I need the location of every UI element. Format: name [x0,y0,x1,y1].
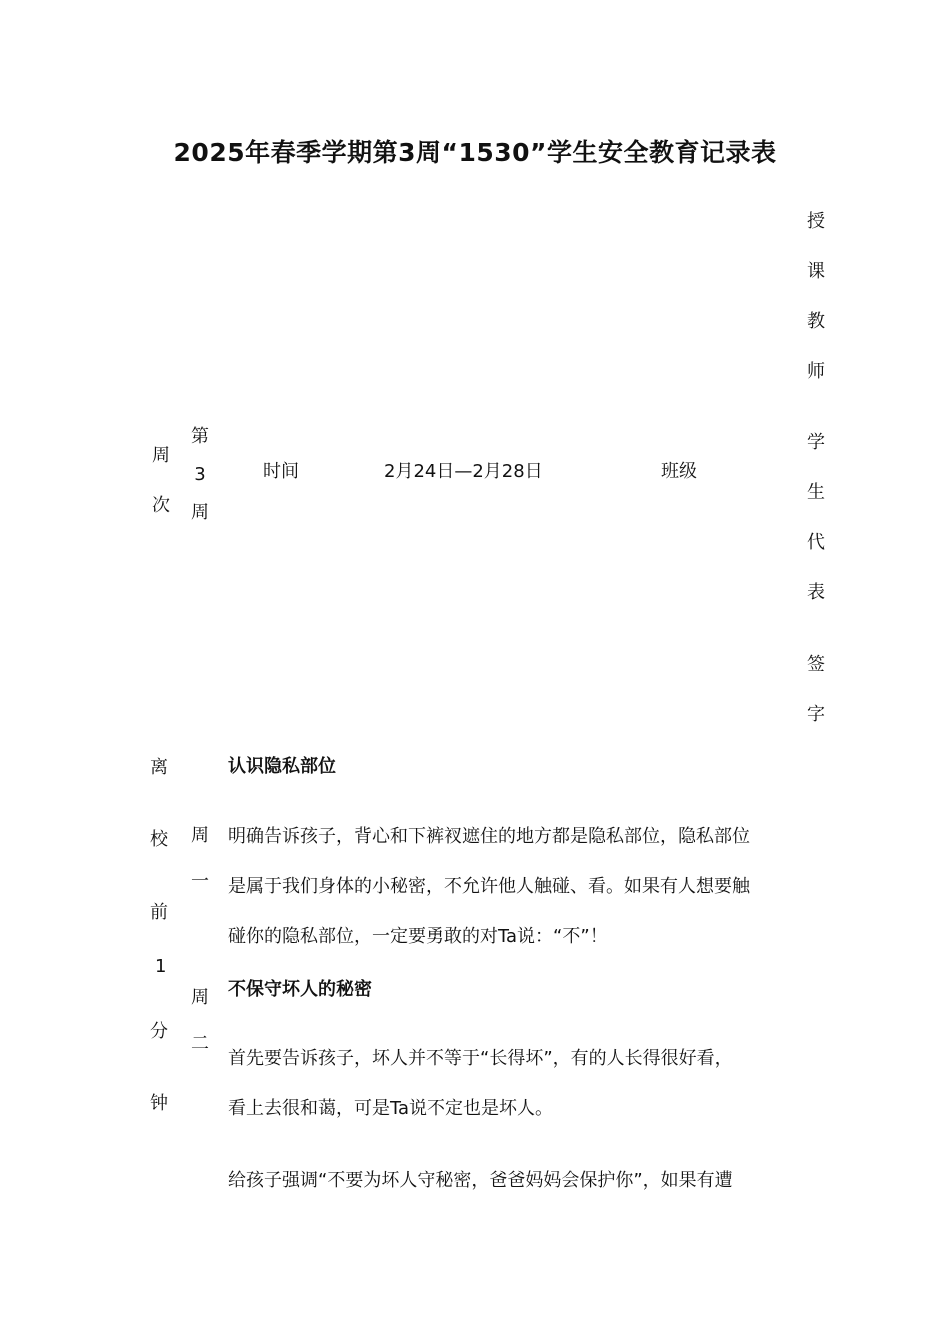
sign-label-char-2: 字 [807,704,825,725]
student-label-char-1: 学 [807,432,825,453]
week-value-char-3: 周 [191,502,209,523]
sign-label [804,640,828,740]
week-value-char-1: 第 [191,426,209,447]
week-value [188,418,212,532]
topic1-body-line-3: 碰你的隐私部位，一定要勇敢的对Ta说：“不”！ [228,926,608,947]
left-label-char-1: 离 [150,757,168,778]
teacher-label-char-1: 授 [807,211,825,232]
left-label-char-5: 分 [150,1021,168,1042]
class-label: 班级 [661,461,697,482]
student-label-char-3: 代 [807,532,825,553]
topic1-body-line-2: 是属于我们身体的小秘密，不允许他人触碰、看。如果有人想要触 [228,876,750,897]
week-label-char-1: 周 [152,445,170,466]
student-label [804,418,828,618]
teacher-label-char-4: 师 [807,361,825,382]
week-value-char-2: 3 [194,464,206,485]
time-value: 2月24日—2月28日 [384,461,543,482]
topic1-body [228,812,798,962]
topic1-title: 认识隐私部位 [228,756,336,777]
sign-label-char-1: 签 [807,654,825,675]
day-monday [188,813,212,905]
topic2-body-line-1: 首先要告诉孩子，坏人并不等于“长得坏”，有的人长得很好看， [228,1048,733,1069]
day-tuesday-char-2: 二 [191,1033,209,1054]
topic2-body-continued-line-1: 给孩子强调“不要为坏人守秘密，爸爸妈妈会保护你”，如果有遭 [228,1170,733,1191]
topic1-body-line-1: 明确告诉孩子，背心和下裤衩遮住的地方都是隐私部位，隐私部位 [228,826,750,847]
topic2-body [228,1034,798,1134]
day-monday-char-1: 周 [191,825,209,846]
document-title: 2025年春季学期第3周“1530”学生安全教育记录表 [173,138,777,167]
topic2-body-continued [228,1156,798,1206]
day-monday-char-2: 一 [191,871,209,892]
week-label [150,431,172,531]
student-label-char-4: 表 [807,582,825,603]
teacher-label-char-2: 课 [807,261,825,282]
left-label-char-6: 钟 [150,1093,168,1114]
day-tuesday-char-1: 周 [191,987,209,1008]
teacher-label [804,197,828,397]
left-label-char-2: 校 [150,829,168,850]
student-label-char-2: 生 [807,482,825,503]
teacher-label-char-3: 教 [807,311,825,332]
time-label: 时间 [263,461,299,482]
left-label-char-3: 前 [150,902,168,923]
week-label-char-2: 次 [152,495,170,516]
topic2-body-line-2: 看上去很和蔼，可是Ta说不定也是坏人。 [228,1098,554,1119]
day-tuesday [188,975,212,1067]
topic2-title: 不保守坏人的秘密 [228,979,372,1000]
left-label-char-4: 1 [155,956,167,977]
